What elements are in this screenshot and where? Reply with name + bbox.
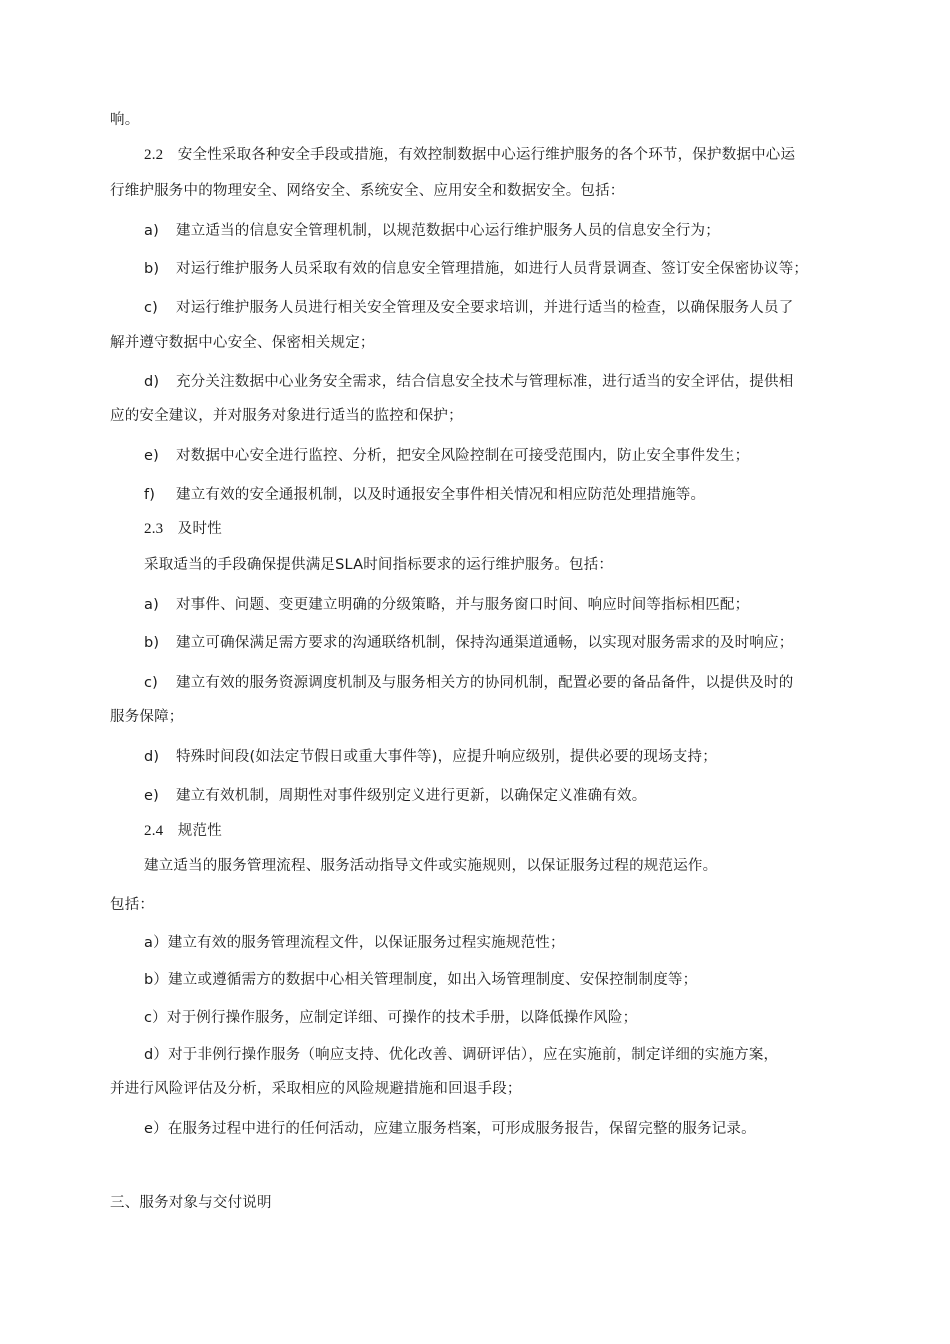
list-item-text: 对运行维护服务人员进行相关安全管理及安全要求培训，并进行适当的检查，以确保服务人员了 [176,300,794,316]
list-item-text: 对运行维护服务人员采取有效的信息安全管理措施，如进行人员背景调查、签订安全保密协议等； [176,261,809,277]
list-marker: e) [144,788,159,804]
list-item [144,298,793,318]
list-marker: b) [144,635,160,651]
section-title: 规范性 [177,823,222,839]
list-marker: a) [144,223,159,239]
section-2-4-intro: 建立适当的服务管理流程、服务活动指导文件或实施规则，以保证服务过程的规范运作。 [144,858,718,874]
list-item [144,446,749,466]
list-item [144,259,808,279]
list-item-text: 建立可确保满足需方要求的沟通联络机制，保持沟通渠道通畅，以实现对服务需求的及时响应； [176,635,794,651]
section-2-2-intro-cont: 行维护服务中的物理安全、网络安全、系统安全、应用安全和数据安全。包括： [110,183,625,199]
list-item [144,673,793,693]
list-marker: d) [144,374,160,390]
section-title: 及时性 [177,521,222,537]
section-2-4-heading [144,821,222,841]
list-item: b）建立或遵循需方的数据中心相关管理制度，如出入场管理制度、安保控制制度等； [144,972,698,988]
list-marker: d) [144,749,160,765]
section-2-3-intro: 采取适当的手段确保提供满足SLA时间指标要求的运行维护服务。包括： [144,557,614,573]
list-marker: e) [144,448,159,464]
list-marker: f) [144,487,156,503]
list-item-text: 建立有效的服务资源调度机制及与服务相关方的协同机制，配置必要的备品备件，以提供及时的 [176,675,794,691]
list-item-cont: 并进行风险评估及分析，采取相应的风险规避措施和回退手段； [110,1081,522,1097]
list-marker: c) [144,300,159,316]
list-item: a）建立有效的服务管理流程文件，以保证服务过程实施规范性； [144,935,565,951]
list-item [144,485,705,505]
list-item: c）对于例行操作服务，应制定详细、可操作的技术手册，以降低操作风险； [144,1010,638,1026]
list-item: e）在服务过程中进行的任何活动，应建立服务档案，可形成服务报告，保留完整的服务记录。 [144,1121,756,1137]
paragraph-continuation: 响。 [110,112,140,128]
list-marker: a) [144,597,159,613]
list-item [144,595,749,615]
list-item-cont: 解并遵守数据中心安全、保密相关规定； [110,335,375,351]
list-item-text: 特殊时间段(如法定节假日或重大事件等)，应提升响应级别，提供必要的现场支持； [176,749,717,765]
section-2-4-include: 包括： [110,897,155,913]
list-item-text: 建立适当的信息安全管理机制，以规范数据中心运行维护服务人员的信息安全行为； [176,223,720,239]
section-2-2-intro [144,145,795,165]
list-item-text: 建立有效机制，周期性对事件级别定义进行更新，以确保定义准确有效。 [176,788,647,804]
section-number: 2.4 [144,823,164,839]
list-item [144,221,720,241]
list-marker: c) [144,675,159,691]
list-item [144,747,717,767]
list-item-text: 对事件、问题、变更建立明确的分级策略，并与服务窗口时间、响应时间等指标相匹配； [176,597,750,613]
list-item-cont: 应的安全建议，并对服务对象进行适当的监控和保护； [110,408,463,424]
list-item [144,633,793,653]
list-item-text: 建立有效的安全通报机制，以及时通报安全事件相关情况和相应防范处理措施等。 [176,487,706,503]
list-marker: b) [144,261,160,277]
list-item: d）对于非例行操作服务（响应支持、优化改善、调研评估），应在实施前，制定详细的实施方案， [144,1047,779,1063]
list-item-text: 充分关注数据中心业务安全需求，结合信息安全技术与管理标准，进行适当的安全评估，提供相 [176,374,794,390]
list-item [144,786,646,806]
list-item [144,372,793,392]
section-2-3-heading [144,519,222,539]
section-number: 2.3 [144,521,164,537]
section-number: 2.2 [144,147,164,163]
section-text: 安全性采取各种安全手段或措施，有效控制数据中心运行维护服务的各个环节，保护数据中心运 [177,147,796,163]
list-item-text: 对数据中心安全进行监控、分析，把安全风险控制在可接受范围内，防止安全事件发生； [176,448,750,464]
list-item-cont: 服务保障； [110,709,184,725]
section-3-heading: 三、服务对象与交付说明 [110,1195,272,1211]
